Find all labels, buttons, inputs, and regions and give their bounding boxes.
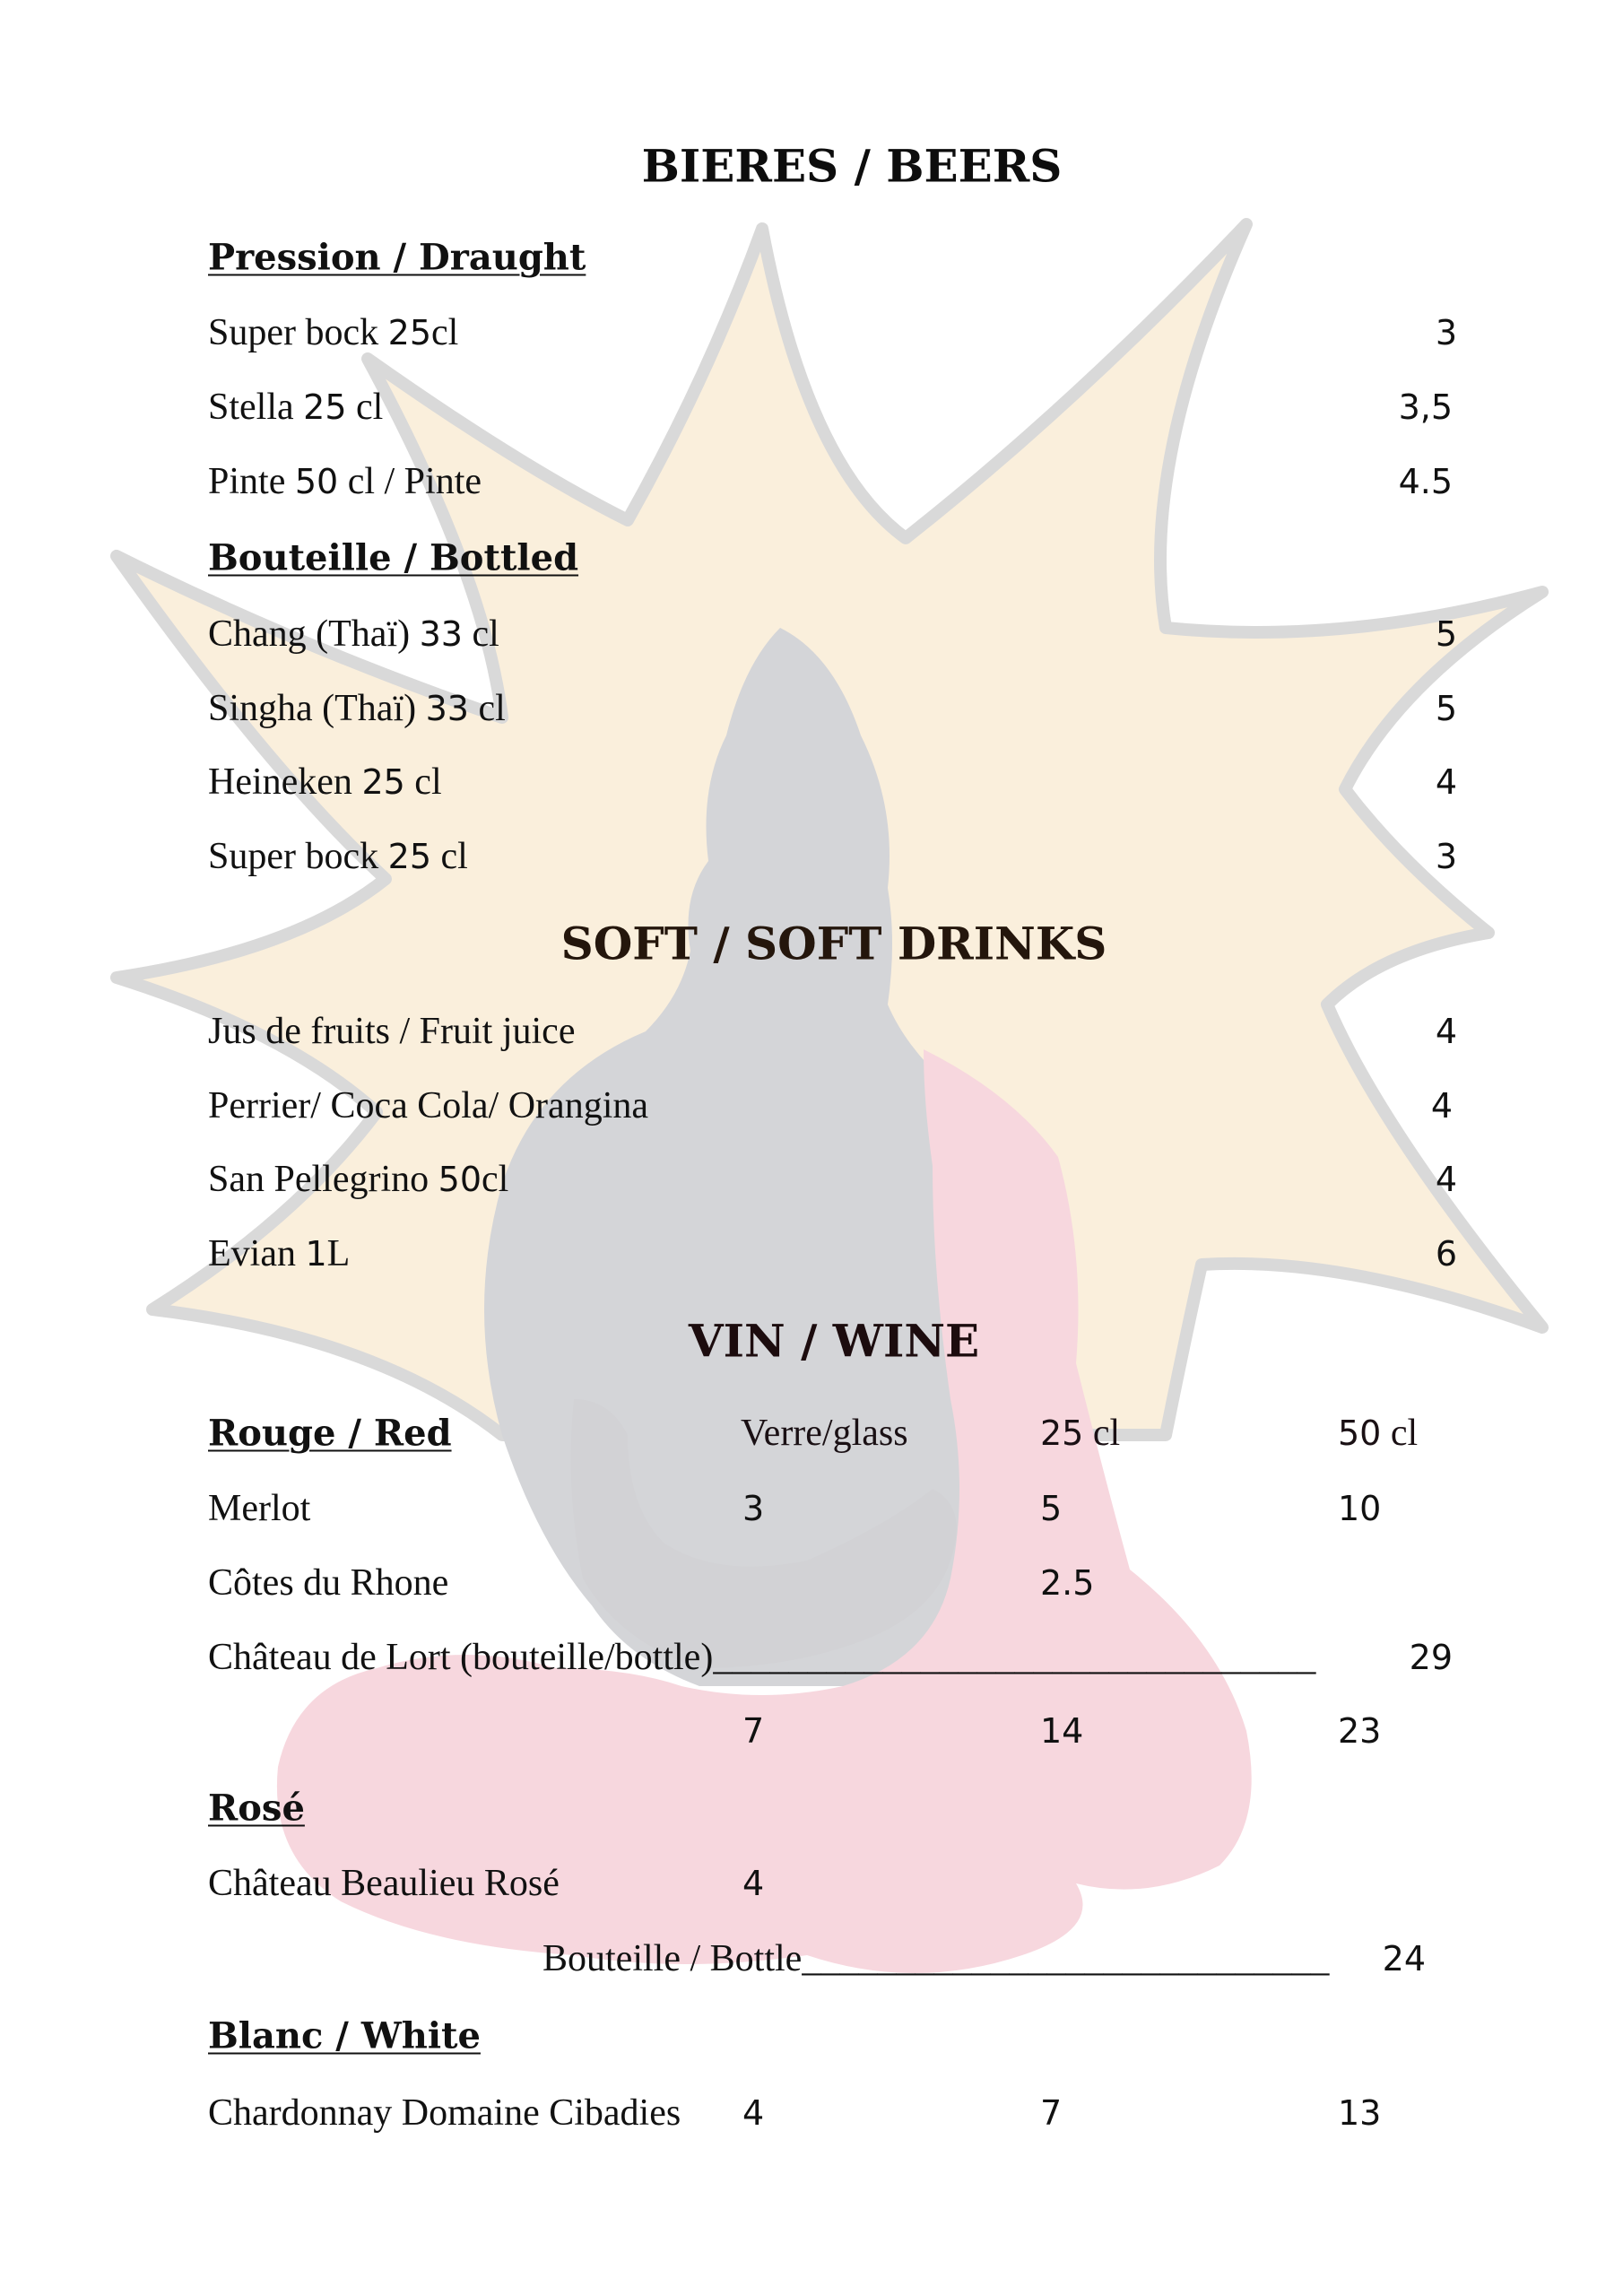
item-name: Jus de fruits / Fruit juice — [208, 1011, 576, 1052]
menu-item-singha — [208, 687, 506, 730]
menu-item-fruit-juice — [208, 1010, 575, 1053]
price-glass: 4 — [742, 1864, 765, 1903]
item-name: Super bock — [208, 836, 388, 877]
item-unit: cl / Pinte — [338, 461, 482, 502]
menu-item-super-bock-bottled — [208, 835, 468, 878]
item-price: 3 — [1435, 313, 1457, 352]
wine-item-chateau-de-lort — [208, 1636, 1315, 1679]
item-price: 3,5 — [1398, 387, 1453, 427]
wine-item-chateau-beaulieu-rose: Château Beaulieu Rosé — [208, 1863, 560, 1904]
item-size: 33 — [419, 614, 463, 654]
price-50cl: 13 — [1338, 2093, 1382, 2133]
item-price: 4.5 — [1398, 462, 1453, 501]
section-title-beers: BIERES / BEERS — [641, 139, 1063, 193]
menu-item-heineken — [208, 761, 442, 804]
subheading-draught: Pression / Draught — [208, 236, 586, 279]
item-unit: cl — [404, 761, 442, 803]
item-price: 4 — [1435, 1012, 1457, 1051]
price-bottle: 29 — [1409, 1638, 1453, 1677]
column-header-glass: Verre/glass — [741, 1413, 908, 1454]
column-unit: cl — [1381, 1413, 1419, 1454]
menu-item-perrier-coca-orangina — [208, 1084, 648, 1127]
price-25cl: 2.5 — [1040, 1563, 1095, 1603]
item-price: 5 — [1435, 614, 1457, 654]
item-name: San Pellegrino — [208, 1159, 438, 1200]
price-glass: 3 — [742, 1489, 765, 1528]
column-size: 50 — [1338, 1413, 1382, 1453]
price-50cl: 23 — [1338, 1711, 1382, 1751]
column-header-50cl — [1338, 1412, 1418, 1455]
item-name: Pinte — [208, 461, 295, 502]
column-unit: cl — [1083, 1413, 1121, 1454]
wine-item-cotes-du-rhone: Côtes du Rhone — [208, 1562, 449, 1604]
item-price: 3 — [1435, 837, 1457, 876]
item-name: Chang (Thaï) — [208, 613, 420, 655]
item-unit: cl — [431, 836, 468, 877]
item-name: Bouteille / Bottle — [542, 1938, 803, 1979]
item-unit: cl — [482, 1159, 509, 1200]
section-title-soft-drinks: SOFT / SOFT DRINKS — [560, 917, 1107, 970]
item-price: 6 — [1435, 1234, 1457, 1274]
menu-item-san-pellegrino — [208, 1158, 508, 1201]
item-price: 5 — [1435, 689, 1457, 728]
menu-item-super-bock-draught — [208, 311, 458, 354]
item-unit: cl — [468, 688, 506, 729]
column-header-25cl — [1040, 1412, 1120, 1455]
wine-item-rose-bottle — [542, 1937, 1329, 1980]
item-size: 50 — [438, 1160, 482, 1199]
price-50cl: 10 — [1338, 1489, 1382, 1528]
item-name: Stella — [208, 387, 304, 428]
subheading-white: Blanc / White — [208, 2014, 481, 2057]
dotted-leader: ____________________________ — [802, 1938, 1330, 1979]
item-size: 25 — [303, 387, 347, 427]
item-name: Super bock — [208, 312, 388, 353]
dotted-leader: ________________________________ — [713, 1637, 1316, 1678]
item-name: Evian — [208, 1233, 306, 1274]
menu-item-pinte — [208, 460, 482, 503]
subheading-red: Rouge / Red — [208, 1412, 452, 1455]
item-unit: L — [326, 1233, 351, 1274]
section-title-wine: VIN / WINE — [688, 1314, 980, 1368]
item-price: 4 — [1430, 1086, 1453, 1126]
item-name: Singha (Thaï) — [208, 688, 426, 729]
price-glass: 4 — [742, 2093, 765, 2133]
price-25cl: 14 — [1040, 1711, 1084, 1751]
item-size: 33 — [425, 689, 469, 728]
item-name: Heineken — [208, 761, 362, 803]
wine-item-chardonnay: Chardonnay Domaine Cibadies — [208, 2092, 681, 2134]
price-glass: 7 — [742, 1711, 765, 1751]
item-name: Perrier/ Coca Cola/ Orangina — [208, 1085, 648, 1126]
item-size: 25 — [387, 837, 431, 876]
item-size: 25 — [361, 762, 405, 802]
subheading-rose: Rosé — [208, 1787, 305, 1830]
price-25cl: 5 — [1040, 1489, 1063, 1528]
menu-item-stella — [208, 386, 383, 429]
item-unit: cl — [431, 312, 459, 353]
subheading-bottled: Bouteille / Bottled — [208, 536, 579, 579]
item-size: 50 — [294, 462, 339, 501]
item-unit: cl — [346, 387, 384, 428]
item-price: 4 — [1435, 1160, 1457, 1199]
menu-item-chang — [208, 613, 499, 656]
wine-item-merlot: Merlot — [208, 1488, 311, 1529]
item-size: 1 — [305, 1234, 327, 1274]
price-25cl: 7 — [1040, 2093, 1063, 2133]
price-bottle: 24 — [1382, 1939, 1426, 1979]
item-price: 4 — [1435, 762, 1457, 802]
menu-item-evian — [208, 1232, 350, 1275]
item-unit: cl — [462, 613, 499, 655]
column-size: 25 — [1040, 1413, 1084, 1453]
item-size: 25 — [387, 313, 431, 352]
item-name: Château de Lort (bouteille/bottle) — [208, 1637, 714, 1678]
